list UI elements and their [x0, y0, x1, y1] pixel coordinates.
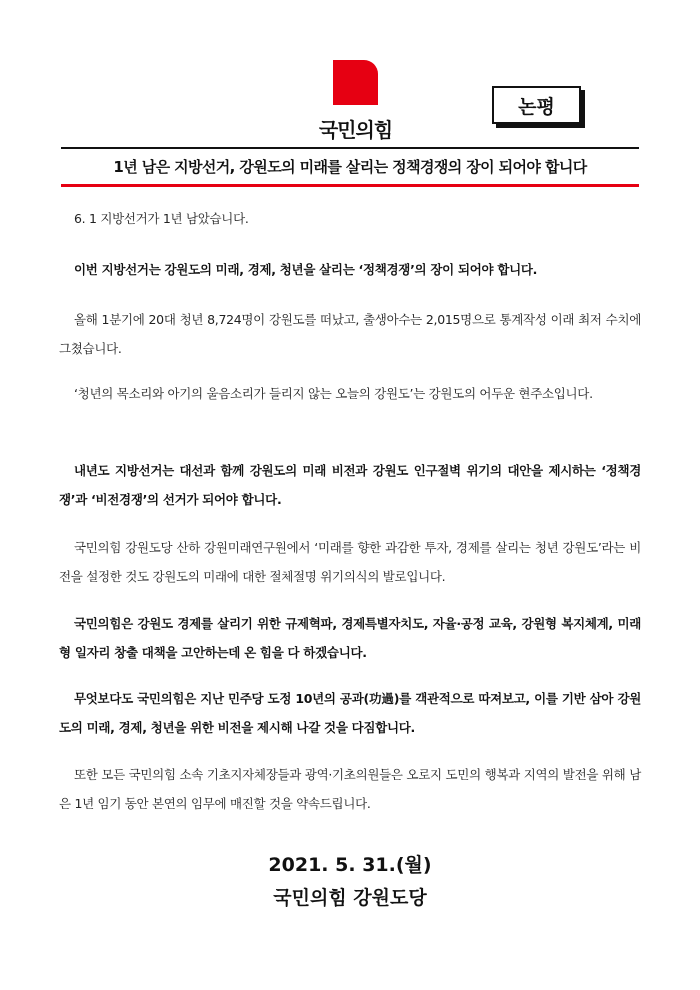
issuing-organization: 국민의힘 강원도당 — [273, 887, 427, 909]
paragraph-1: 6. 1 지방선거가 1년 남았습니다. — [74, 211, 249, 226]
paragraph-8: 무엇보다도 국민의힘은 지난 민주당 도정 10년의 공과(功過)를 객관적으로 따져보고, 이를 기반 삼아 강원도의 미래, 경제, 청년을 위한 비전을 제시해 나갈 것을 다짐합니다. — [59, 691, 641, 735]
paragraph-5: 내년도 지방선거는 대선과 함께 강원도의 미래 비전과 강원도 인구절벽 위기의 대안을 제시하는 ‘정책경쟁’과 ‘비전경쟁’의 선거가 되어야 합니다. — [59, 463, 641, 507]
paragraph-3: 올해 1분기에 20대 청년 8,724명이 강원도를 떠났고, 출생아수는 2,015명으로 통계작성 이래 최저 수치에 그쳤습니다. — [59, 312, 641, 356]
logo-mark-icon — [333, 60, 378, 105]
release-date: 2021. 5. 31.(월) — [268, 854, 432, 876]
title-bar — [61, 147, 639, 187]
paragraph-4: ‘청년의 목소리와 아기의 울음소리가 들리지 않는 오늘의 강원도’는 강원도의 어두운 현주소입니다. — [74, 386, 593, 401]
document-title: 1년 남은 지방선거, 강원도의 미래를 살리는 정책경쟁의 장이 되어야 합니다 — [113, 158, 587, 176]
badge-label: 논평 — [518, 95, 555, 118]
document-type-badge — [492, 86, 581, 124]
paragraph-9: 또한 모든 국민의힘 소속 기초지자체장들과 광역·기초의원들은 오로지 도민의 행복과 지역의 발전을 위해 남은 1년 임기 동안 본연의 임무에 매진할 것을 약속드립니다. — [59, 767, 641, 811]
logo-text: 국민의힘 — [318, 118, 393, 142]
paragraph-6: 국민의힘 강원도당 산하 강원미래연구원에서 ‘미래를 향한 과감한 투자, 경제를 살리는 청년 강원도’라는 비전을 설정한 것도 강원도의 미래에 대한 절체절명 위기의식의 발로입니다. — [59, 540, 641, 584]
paragraph-7: 국민의힘은 강원도 경제를 살리기 위한 규제혁파, 경제특별자치도, 자율·공정 교육, 강원형 복지체계, 미래형 일자리 창출 대책을 고안하는데 온 힘을 다 하겠습니다. — [59, 616, 641, 660]
paragraph-2: 이번 지방선거는 강원도의 미래, 경제, 청년을 살리는 ‘정책경쟁’의 장이 되어야 합니다. — [74, 262, 538, 277]
